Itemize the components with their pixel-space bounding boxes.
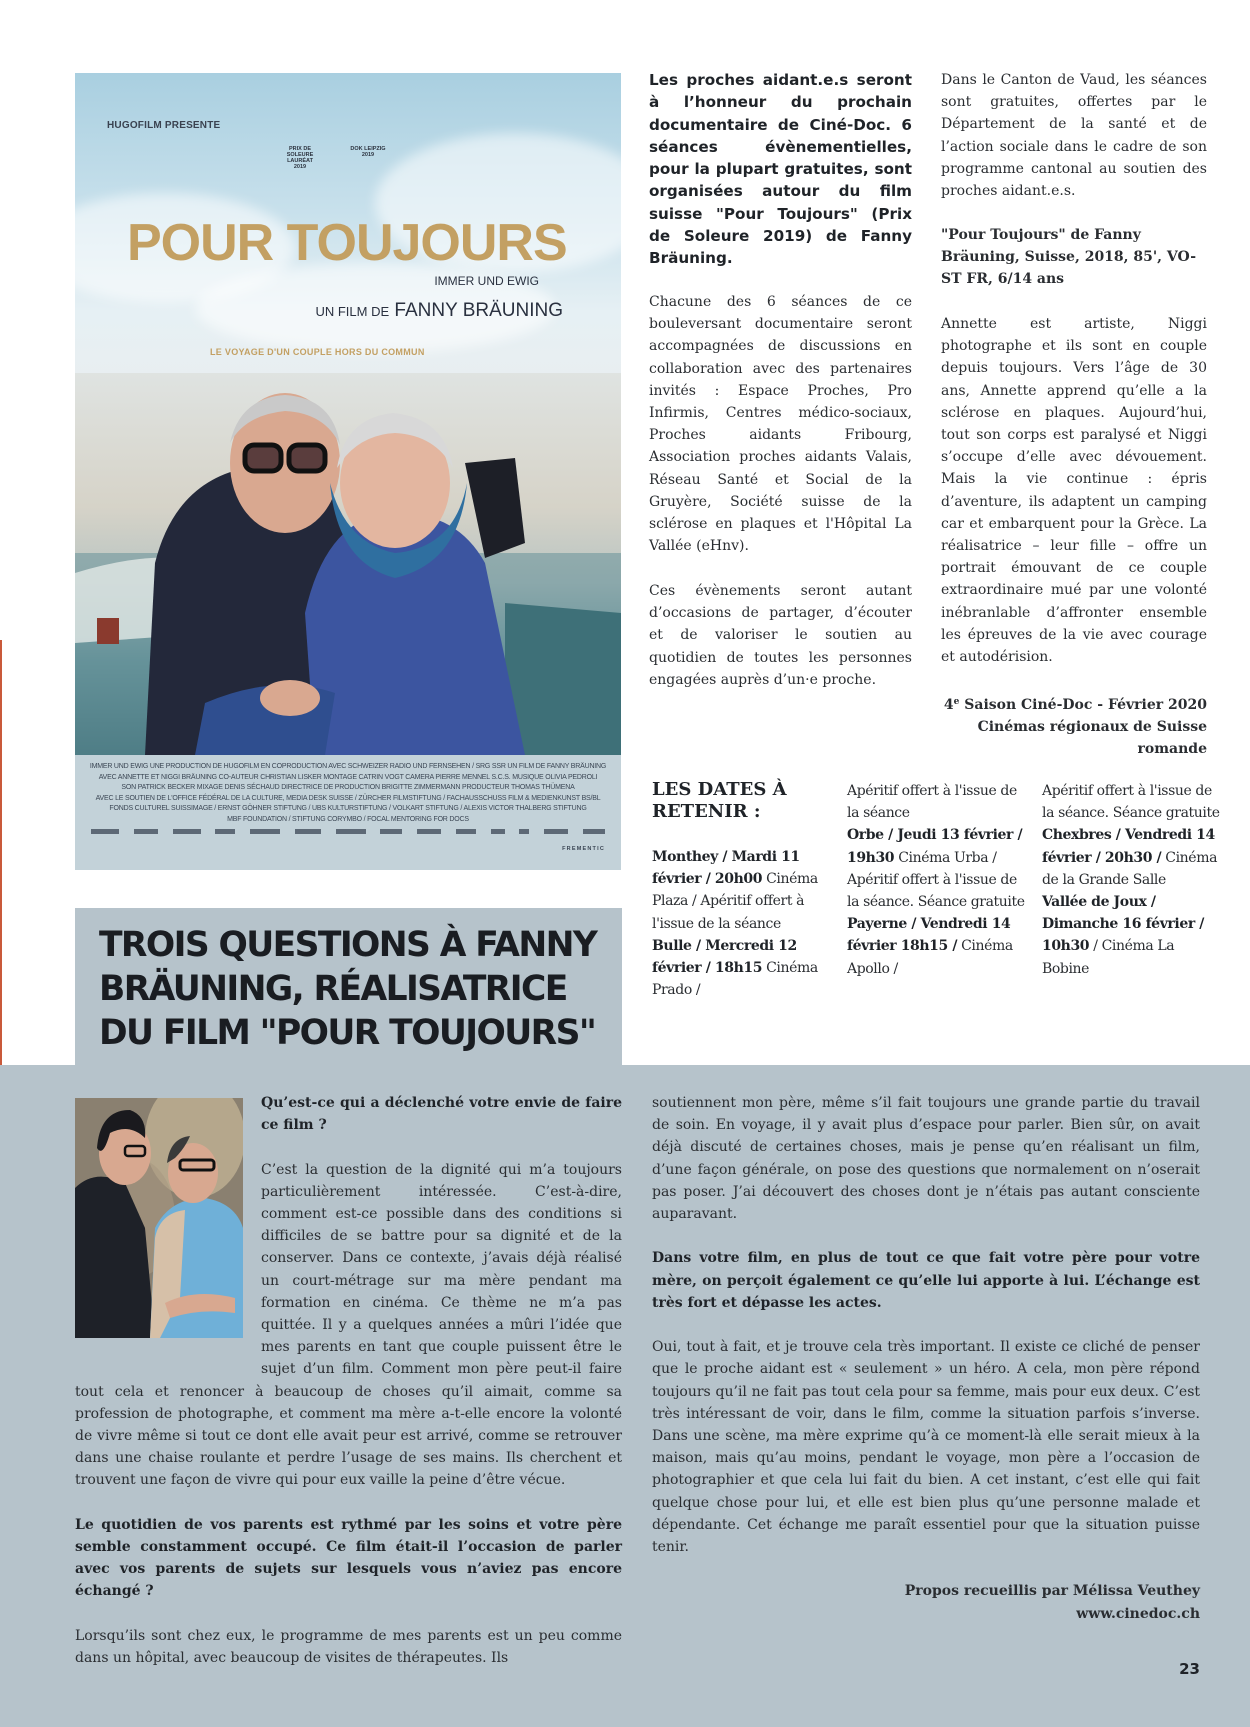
website-link[interactable]: www.cinedoc.ch <box>1076 1605 1200 1622</box>
poster-distributor: FREMENTIC <box>562 846 605 852</box>
page-edge-accent-line <box>0 640 2 1065</box>
interview-title-line: DU FILM "POUR TOUJOURS" <box>99 1013 596 1053</box>
intro-vaud: Dans le Canton de Vaud, les séances sont gratuites, offertes par le Département de la santé et de l’action sociale dans le cadre de son programme cantonal au soutien des proches aidant.e.s. <box>941 72 1207 200</box>
interview-title-line: BRÄUNING, RÉALISATRICE <box>99 969 567 1009</box>
poster-sponsor-logos <box>91 825 605 837</box>
intro-lead: Les proches aidant.e.s seront à l’honneur du prochain documentaire de Ciné-Doc. 6 séances évènementielles, pour la plupart gratuites, sont organisées autour du film suisse "Pour Toujours" (Prix de Soleure 2019) de Fanny Bräuning. <box>649 71 912 268</box>
dates-title: LES DATES À RETENIR : <box>652 779 787 822</box>
poster-tagline: LE VOYAGE D'UN COUPLE HORS DU COMMUN <box>210 347 425 357</box>
poster-laurel-soleure: PRIX DE SOLEURE LAURÉAT 2019 <box>286 146 314 170</box>
date-entry: Vallée de Joux / Dimanche 16 février / 10h30 / Cinéma La Bobine <box>1042 894 1204 977</box>
answer-2-part-2: soutiennent mon père, même s’il fait toujours une grande partie du travail de soin. En voyage, il y avait plus d’espace pour parler. Bien sûr, on avait déjà discuté de certaines choses, mais je pense qu’en réalisant un film, d’une façon générale, on pose des questions que normalement on n’oserait pas poser. J’ai découvert des choses dont je n’étais pas autant consciente auparavant. <box>652 1095 1200 1223</box>
dates-column-3 <box>1042 780 1222 980</box>
date-entry: Chexbres / Vendredi 14 février / 20h30 / Cinéma de la Grande Salle <box>1042 827 1218 888</box>
intro-events: Ces évènements seront autant d’occasions de partager, d’écouter et de valoriser le soutien au quotidien de toutes les personnes engagées auprès d’un·e proche. <box>649 583 912 688</box>
question-2: Le quotidien de vos parents est rythmé par les soins et votre père semble constamment occupé. Ce film était-il l’occasion de parler avec vos parents de sujets sur lesquels vous n’aviez pas encore échangé ? <box>75 1516 622 1600</box>
date-entry: Payerne / Vendredi 14 février 18h15 / Cinéma Apollo / <box>847 916 1013 977</box>
answer-3: Oui, tout à fait, et je trouve cela très important. Il existe ce cliché de penser que le proche aidant est « seulement » un héro. A cela, mon père répond toujours qu’il ne fait pas tout cela pour sa femme, mais pour eux deux. C’est très intéressant de voir, dans le film, comme la situation parfois s’inverse. Dans une scène, ma mère exprime qu’à ce moment-là elle serait mieux à la maison, mais qu’au moins, pendant le voyage, mon père a l’occasion de photographier et que cela lui fait du bien. A cet instant, c’est elle qui fait quelque chose pour lui, et elle est bien plus qu’une personne malade et dépendante. Cet échange me paraît essentiel pour que la situation puisse tenir. <box>652 1339 1200 1556</box>
answer-2-part-1: Lorsqu’ils sont chez eux, le programme de mes parents est un peu comme dans un hôpital, avec beaucoup de visites de thérapeutes. Ils <box>75 1627 622 1667</box>
poster-director: UN FILM DE FANNY BRÄUNING <box>315 300 563 321</box>
poster-photo-couple <box>75 373 621 755</box>
poster-laurel-leipzig: DOK LEIPZIG 2019 <box>350 146 386 158</box>
interview-left-column <box>75 1092 622 1691</box>
date-entry: Monthey / Mardi 11 février / 20h00 Cinéma Plaza / Apéritif offert à l'issue de la séance <box>652 849 818 932</box>
question-1: Qu’est-ce qui a déclenché votre envie de faire ce film ? <box>261 1095 622 1134</box>
intro-partners: Chacune des 6 séances de ce bouleversant documentaire seront accompagnées de discussions en collaboration avec des partenaires invités : Espace Proches, Pro Infirmis, Centres médico-sociaux, Proches aidants Fribourg, Association proches aidants Valais, Réseau Santé et Social de la Gruyère, Société suisse de la sclérose en plaques et l'Hôpital La Vallée (eHnv). <box>649 294 912 555</box>
date-entry: Bulle / Mercredi 12 février / 18h15 Cinéma Prado / <box>652 937 818 999</box>
question-3: Dans votre film, en plus de tout ce que fait votre père pour votre mère, on perçoit également ce qu’elle lui apporte à lui. L’échange est très fort et dépasse les actes. <box>652 1250 1200 1311</box>
poster-credits: IMMER UND EWIG UNE PRODUCTION DE HUGOFILM EN COPRODUCTION AVEC SCHWEIZER RADIO UND FERNSEHEN / SRG SSR UN FILM DE FANNY BRÄUNING AVEC ANNETTE ET NIGGI BRÄUNING CO-AUTEUR CHRISTIAN LISKER MONTAGE CATRIN VOGT CAMERA PIERRE MENNEL S.C.S. MUSIQUE OLIVIA PEDROLI SON PATRICK BECKER MIXAGE DENIS SÉCHAUD DIRECTRICE DE PRODUCTION BRIGITTE ZIMMERMANN PRODUCTEUR THOMAS THÜMENA AVEC LE SOUTIEN DE L'OFFICE FÉDÉRAL DE LA CULTURE, MEDIA DESK SUISSE / ZÜRCHER FILMSTIFTUNG / FACHAUSSCHUSS FILM & MEDIENKUNST BS/BL FONDS CULTUREL SUISSIMAGE / ERNST GÖHNER STIFTUNG / UBS KULTURSTIFTUNG / VOLKART STIFTUNG / ALEXIS VICTOR THALBERG STIFTUNG MBF FOUNDATION / STIFTUNG CORYMBO / FOCAL MENTORING FOR DOCS <box>75 755 621 870</box>
poster-title: POUR TOUJOURS <box>127 214 567 272</box>
poster-subtitle: IMMER UND EWIG <box>434 274 539 288</box>
interview-credit: Propos recueillis par Mélissa Veuthey <box>904 1583 1200 1600</box>
film-poster <box>75 73 621 870</box>
date-entry: Orbe / Jeudi 13 février / 19h30 Cinéma Urba / Apéritif offert à l'issue de la séance. Séance gratuite <box>847 827 1025 911</box>
film-synopsis: Annette est artiste, Niggi photographe et ils sont en couple depuis toujours. Vers l’âge de 30 ans, Annette apprend qu’elle a la sclérose en plaques. Aujourd’hui, tout son corps est paralysé et Niggi s’occupe d’elle avec dévouement. Mais la vie continue : épris d’aventure, ils adaptent un camping car et embarquent pour la Grèce. La réalisatrice – leur fille – offre un portrait émouvant de ce couple extraordinaire mué par une volonté inébranlable d’affronter ensemble les épreuves de la vie avec courage et autodérision. <box>941 316 1207 666</box>
interview-title-line: TROIS QUESTIONS À FANNY <box>99 925 597 965</box>
season-info: 4e Saison Ciné-Doc - Février 2020 Cinémas régionaux de Suisse romande <box>943 697 1207 758</box>
interview-title-box <box>75 908 622 1065</box>
dates-column-2 <box>847 780 1027 980</box>
film-info: "Pour Toujours" de Fanny Bräuning, Suisse, 2018, 85', VO-ST FR, 6/14 ans <box>941 227 1197 288</box>
page-number: 23 <box>1179 1660 1200 1678</box>
poster-presenter: HUGOFILM PRESENTE <box>107 120 221 131</box>
date-entry: Apéritif offert à l'issue de la séance. Séance gratuite <box>1042 783 1220 822</box>
date-entry: Apéritif offert à l'issue de la séance <box>847 783 1017 822</box>
interview-right-column <box>652 1092 1200 1625</box>
answer-1: C’est la question de la dignité qui m’a toujours particulièrement intéressée. C’est-à-dire, comment est-ce possible dans des conditions si difficiles de se battre pour sa dignité et de la conserver. Dans ce contexte, j’avais déjà réalisé un court-métrage sur ma mère pendant ma formation en cinéma. Ce thème ne m’a pas quittée. Il y a quelques années a mûri l’idée que mes parents en tant que couple puissent être le sujet d’un film. Comment mon père peut-il faire tout cela et renoncer à beaucoup de choses qu’il aimait, comme sa profession de photographe, et comment ma mère a-t-elle encore la volonté de vivre même si tout ce dont elle avait peur est arrivé, comme se retrouver dans une chaise roulante et perdre l’usage de ses mains. Ils cherchent et trouvent une façon de vivre qui pour eux vaille la peine d’être vécue. <box>75 1161 622 1489</box>
dates-column-1 <box>652 846 832 1001</box>
